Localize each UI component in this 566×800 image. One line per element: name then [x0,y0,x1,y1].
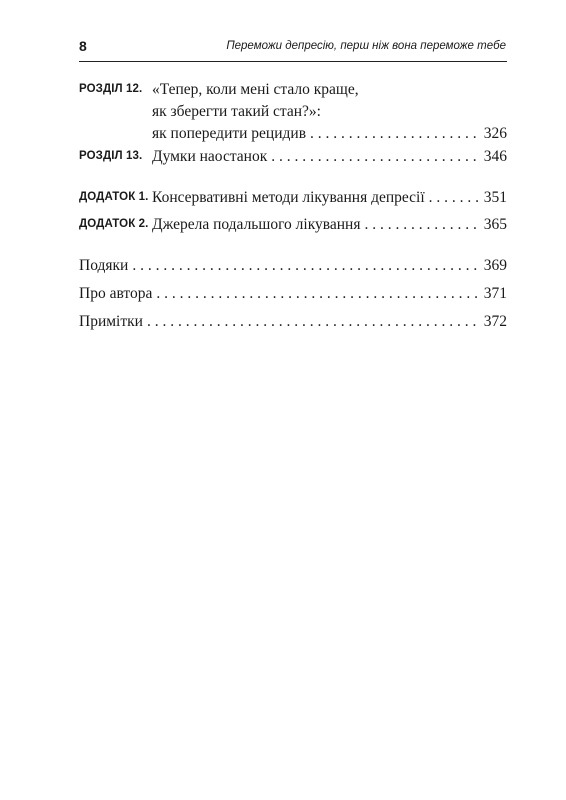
page-number: 8 [79,38,87,54]
toc-entry-page: 372 [483,313,507,330]
dot-leader [147,311,478,333]
dot-leader [364,214,477,236]
toc-entry-title-line [152,123,507,145]
toc-entry-page: 351 [483,189,507,206]
dot-leader [271,146,478,168]
toc-entry-title-line [152,187,507,209]
toc-entry-page: 371 [483,285,507,302]
toc-entry-title-text: Думки наостанок [152,148,268,165]
toc-entry-title-text: Про автора [79,285,153,302]
toc-entry-label: ДОДАТОК 1. [79,191,149,203]
dot-leader [132,255,477,277]
dot-leader [429,187,478,209]
toc-entry-page: 369 [483,257,507,274]
toc-entry-title-text: як попередити рецидив [152,125,307,142]
toc-entry-title-text: як зберегти такий стан?»: [152,103,321,120]
toc-entry-title-line [152,79,507,101]
toc-entry-page: 346 [483,148,507,165]
running-header: Переможи депресію, перш ніж вона переможе тебе [226,40,506,52]
toc-entry-label: РОЗДІЛ 13. [79,150,143,162]
toc-entry-title-line [152,146,507,168]
header-rule [79,61,507,62]
toc-entry-title-text: «Тепер, коли мені стало краще, [152,81,359,98]
toc-entry-title-line [152,214,507,236]
dot-leader [310,123,478,145]
toc-entry-label: РОЗДІЛ 12. [79,83,143,95]
toc-entry-title-text: Примітки [79,313,143,330]
toc-entry-title-line [79,283,507,305]
toc-entry-title-text: Подяки [79,257,129,274]
toc-entry-title-text: Консервативні методи лікування депресії [152,189,425,206]
dot-leader [156,283,477,305]
toc-entry-page: 365 [483,216,507,233]
toc-entry-title-line [79,255,507,277]
toc-entry-title-text: Джерела подальшого лікування [152,216,361,233]
toc-entry-title-line [79,311,507,333]
toc-entry-page: 326 [483,125,507,142]
toc-entry-title-line [152,101,507,123]
toc-entry-label: ДОДАТОК 2. [79,218,149,230]
